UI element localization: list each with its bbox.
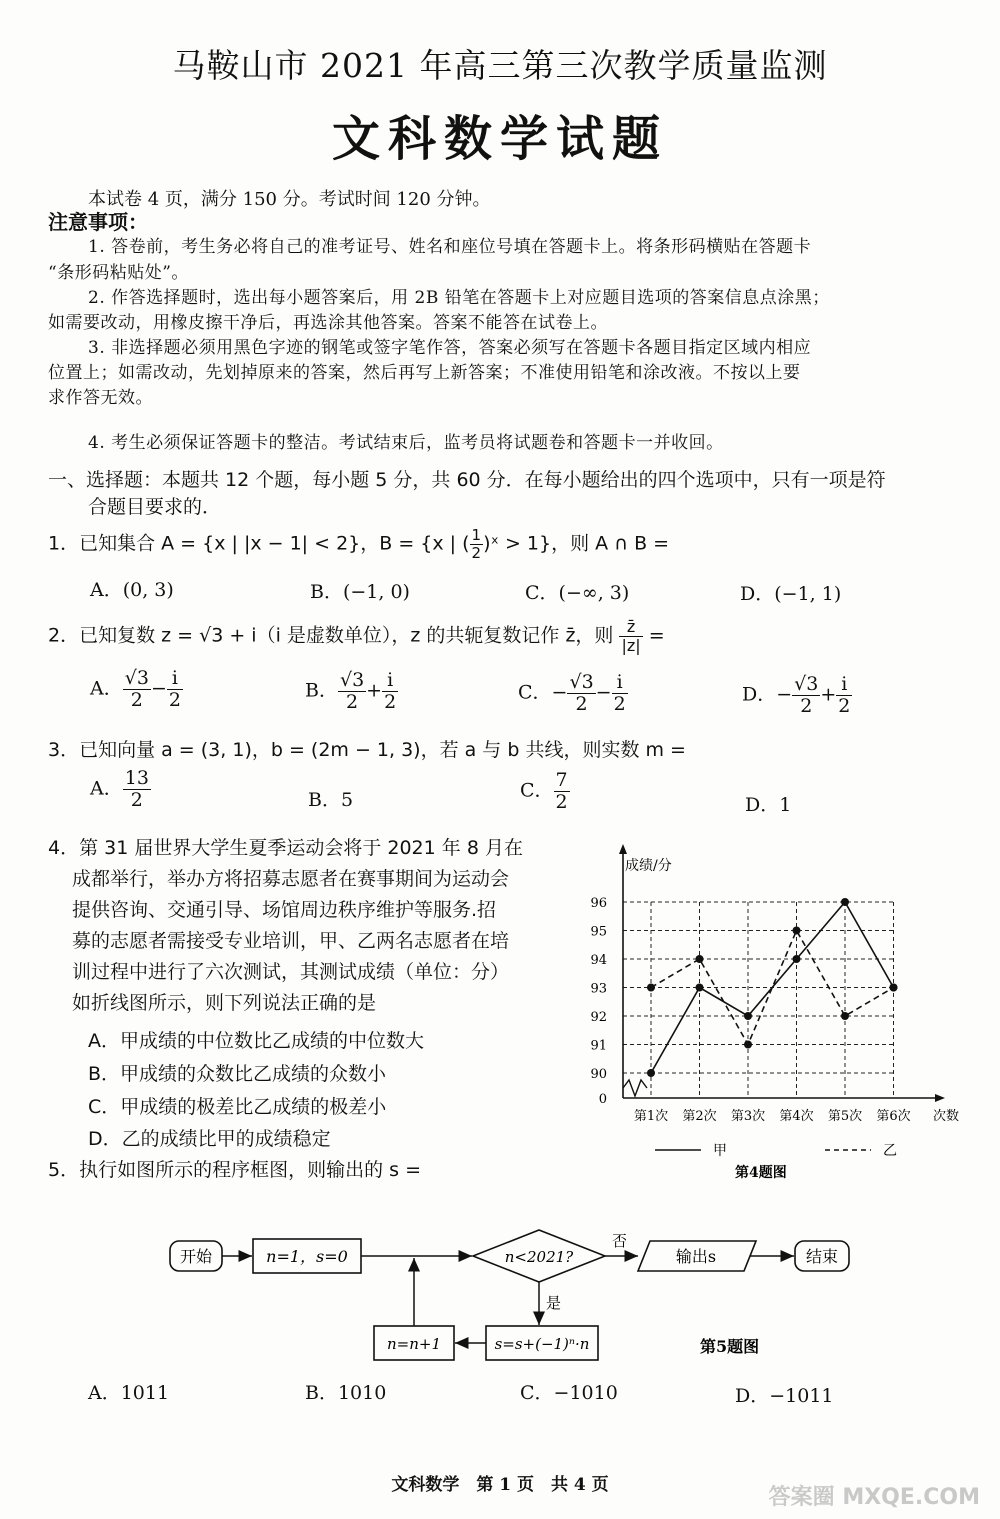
data-point xyxy=(841,898,849,906)
q5-option-c: C．−1010 xyxy=(520,1382,618,1404)
q2-frac-den: 2 xyxy=(613,692,626,715)
data-point xyxy=(744,1041,752,1049)
y-tick-label: 94 xyxy=(590,953,607,968)
exam-title: 马鞍山市 2021 年高三第三次教学质量监测 xyxy=(172,46,828,85)
notice-line: 2. 作答选择题时，选出每小题答案后，用 2B 铅笔在答题卡上对应题目选项的答案信息点涂黑； xyxy=(88,288,830,308)
q3-frac-den: 2 xyxy=(130,788,143,811)
y-tick-label: 0 xyxy=(598,1092,607,1107)
q5-option-d: D．−1011 xyxy=(735,1385,834,1407)
q3-frac-num: 7 xyxy=(555,769,568,791)
flow-init-label: n=1，s=0 xyxy=(266,1247,348,1266)
section-heading-cont: 合题目要求的． xyxy=(88,496,222,518)
q2-frac-den: |z| xyxy=(621,635,641,655)
data-point xyxy=(841,1012,849,1020)
q2-frac-num: z̄ xyxy=(619,618,642,637)
x-axis-arrow xyxy=(935,1094,945,1102)
q3-frac-num: 13 xyxy=(124,767,149,789)
q2-frac-den: 2 xyxy=(575,692,588,715)
q2-frac-den: 2 xyxy=(384,690,397,713)
flow-start-label: 开始 xyxy=(179,1247,213,1266)
q2-option-d xyxy=(742,674,852,717)
q5-option-b: B．1010 xyxy=(305,1382,387,1404)
question-5: 5．执行如图所示的程序框图，则输出的 s = xyxy=(48,1159,421,1181)
q2-frac-num: √3 xyxy=(569,671,594,693)
x-tick-label: 第4次 xyxy=(779,1109,814,1124)
q2-stem: 2．已知复数 z = √3 + i（i 是虚数单位），z 的共轭复数记作 z̄，则 xyxy=(48,624,614,647)
y-tick-label: 93 xyxy=(590,981,607,997)
q2-option-label: B． xyxy=(305,679,338,702)
q5-option-a: A．1011 xyxy=(88,1382,170,1404)
x-tick-label: 第5次 xyxy=(827,1109,863,1124)
q2-frac-num: i xyxy=(836,674,852,696)
q3-option-label: A． xyxy=(90,777,123,800)
notice-line: 3. 非选择题必须用黑色字迹的钢笔或签字笔作答，答案必须写在答题卡各题目指定区域内相应 xyxy=(88,338,812,358)
legend-label: 甲 xyxy=(713,1143,727,1159)
x-tick-label: 第3次 xyxy=(730,1109,766,1124)
legend-label: 乙 xyxy=(883,1143,897,1159)
q2-option-b xyxy=(305,670,398,713)
question-3: 3．已知向量 a = (3, 1)，b = (2m − 1, 3)，若 a 与 b 共线，则实数 m = xyxy=(48,739,686,761)
question-1 xyxy=(48,527,669,561)
x-tick-label: 第2次 xyxy=(682,1109,717,1124)
subject-title: 文科数学试题 xyxy=(331,111,668,167)
axis-break xyxy=(623,1080,647,1096)
q2-option-op: + xyxy=(366,679,383,702)
q1-frac-num: 1 xyxy=(471,526,482,544)
q4-line: 募的志愿者需接受专业培训，甲、乙两名志愿者在培 xyxy=(72,930,510,952)
q2-frac-num: i xyxy=(167,668,183,690)
data-point xyxy=(647,984,655,992)
notice-line: 位置上；如需改动，先划掉原来的答案，然后再写上新答案；不准使用铅笔和涂改液。不按以上要 xyxy=(48,363,801,383)
flow-no-label: 否 xyxy=(612,1232,628,1250)
question-2 xyxy=(48,618,665,654)
q2-option-sign: − xyxy=(776,683,793,706)
x-tick-label: 第6次 xyxy=(876,1109,911,1124)
q1-option-c: C．(−∞, 3) xyxy=(525,582,630,604)
data-point xyxy=(647,1069,655,1077)
chart-title: 第4题图 xyxy=(735,1165,787,1181)
flow-update-s-label: s=s+(−1)ⁿ·n xyxy=(494,1335,590,1353)
q4-line: 训过程中进行了六次测试，其测试成绩（单位：分） xyxy=(72,961,510,983)
q3-option-b: B．5 xyxy=(308,789,354,811)
q1-option-a: A．(0, 3) xyxy=(90,579,174,601)
q4-option-b: B．甲成绩的众数比乙成绩的众数小 xyxy=(88,1063,387,1085)
q2-frac-num: i xyxy=(612,672,628,694)
q4-option-a: A．甲成绩的中位数比乙成绩的中位数大 xyxy=(88,1030,424,1052)
y-tick-label: 96 xyxy=(590,896,607,911)
y-tick-label: 90 xyxy=(590,1067,607,1082)
page-footer: 文科数学 第 1 页 共 4 页 xyxy=(391,1475,609,1495)
q4-line: 提供咨询、交通引导、场馆周边秩序维护等服务.招 xyxy=(72,899,497,921)
y-axis-arrow xyxy=(619,844,627,854)
y-tick-label: 91 xyxy=(590,1038,607,1054)
y-axis-label: 成绩/分 xyxy=(625,858,672,874)
flow-condition xyxy=(473,1230,605,1282)
flow-output-label: 输出s xyxy=(675,1247,717,1266)
q2-option-label: C． xyxy=(518,681,552,704)
q2-frac-den: 2 xyxy=(168,688,181,711)
flow-update-n xyxy=(374,1326,454,1360)
q2-option-c xyxy=(518,672,628,715)
notice-line: “条形码粘贴处”。 xyxy=(48,263,189,283)
q4-line-chart xyxy=(585,840,970,1185)
data-point xyxy=(696,984,704,992)
q4-line: 4．第 31 届世界大学生夏季运动会将于 2021 年 8 月在 xyxy=(48,837,523,859)
q3-frac-den: 2 xyxy=(555,790,568,813)
q3-option-c xyxy=(520,770,570,813)
q1-frac-den: 2 xyxy=(471,543,482,562)
data-point xyxy=(890,984,898,992)
flow-output xyxy=(638,1241,756,1271)
exam-intro: 本试卷 4 页，满分 150 分。考试时间 120 分钟。 xyxy=(88,189,491,210)
notice-line: 4. 考生必须保证答题卡的整洁。考试结束后，监考员将试题卷和答题卡一并收回。 xyxy=(88,433,724,453)
data-point xyxy=(744,1012,752,1020)
q2-option-op: − xyxy=(595,681,612,704)
section-heading: 一、选择题：本题共 12 个题，每小题 5 分，共 60 分．在每小题给出的四个选项中，只有一项是符 xyxy=(48,469,886,491)
q2-option-label: A． xyxy=(90,677,123,700)
q1-option-d: D．(−1, 1) xyxy=(740,583,842,605)
q2-option-op: + xyxy=(820,683,837,706)
q5-flowchart xyxy=(160,1222,880,1372)
q3-option-d: D．1 xyxy=(745,794,792,816)
q3-option-a xyxy=(90,768,151,811)
flow-condition-label: n<2021? xyxy=(504,1248,574,1266)
flow-init xyxy=(253,1239,361,1273)
data-point xyxy=(793,955,801,963)
q2-frac-den: 2 xyxy=(800,694,813,717)
q3-option-label: C． xyxy=(520,779,554,802)
q2-frac-den: 2 xyxy=(838,694,851,717)
flow-start xyxy=(170,1241,222,1271)
q1-option-b: B．(−1, 0) xyxy=(310,581,410,603)
y-tick-label: 92 xyxy=(590,1010,607,1025)
q4-line: 成都举行，举办方将招募志愿者在赛事期间为运动会 xyxy=(72,868,510,890)
y-tick-label: 95 xyxy=(590,924,607,940)
data-point xyxy=(696,955,704,963)
notice-line: 1. 答卷前，考生务必将自己的准考证号、姓名和座位号填在答题卡上。将条形码横贴在答题卡 xyxy=(88,237,812,257)
notice-line: 求作答无效。 xyxy=(48,388,153,408)
flow-end-label: 结束 xyxy=(805,1247,839,1266)
q2-frac-den: 2 xyxy=(346,690,359,713)
notice-line: 如需要改动，用橡皮擦干净后，再选涂其他答案。答案不能答在试卷上。 xyxy=(48,313,608,333)
q1-stem-a: 1．已知集合 A = {x | |x − 1| < 2}，B = {x | ( xyxy=(48,532,470,555)
q4-option-c: C．甲成绩的极差比乙成绩的极差小 xyxy=(88,1096,387,1118)
q2-frac-num: √3 xyxy=(124,667,149,689)
x-tick-label: 第1次 xyxy=(633,1109,669,1124)
q2-frac-den: 2 xyxy=(130,688,143,711)
q2-option-sign: − xyxy=(551,681,568,704)
x-axis-label: 次数 xyxy=(933,1109,960,1124)
flow-end xyxy=(795,1241,849,1271)
q2-option-label: D． xyxy=(742,683,777,706)
flow-caption: 第5题图 xyxy=(700,1337,760,1356)
q2-stem-end: = xyxy=(648,624,665,647)
flow-update-n-label: n=n+1 xyxy=(386,1335,442,1353)
q4-line: 如折线图所示，则下列说法正确的是 xyxy=(72,992,377,1014)
q2-frac-num: √3 xyxy=(794,673,819,695)
q2-frac-num: √3 xyxy=(339,669,365,691)
watermark: 答案圈 MXQE.COM xyxy=(768,1485,980,1510)
q1-stem-b: )ˣ > 1}，则 A ∩ B = xyxy=(483,532,670,555)
q2-option-a xyxy=(90,668,183,711)
data-point xyxy=(793,927,801,935)
q4-option-d: D．乙的成绩比甲的成绩稳定 xyxy=(88,1128,331,1150)
flow-update-s xyxy=(486,1326,598,1360)
q2-frac-num: i xyxy=(382,670,398,692)
q2-option-op: − xyxy=(150,677,167,700)
flow-yes-label: 是 xyxy=(546,1294,562,1312)
notice-heading: 注意事项： xyxy=(48,210,148,234)
